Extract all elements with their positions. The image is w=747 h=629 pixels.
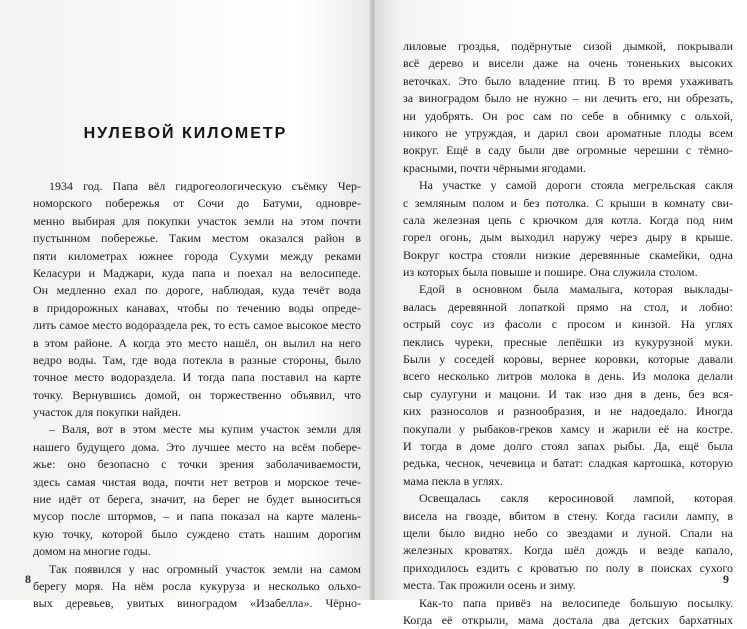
text-line: щели было видно небо со звездами и луной. Спали на	[403, 525, 733, 540]
text-line: ведро воды. Там, где вода потекла в разные стороны, было	[33, 352, 361, 367]
text-line: острый соус из фасоли с просом и кинзой. На углях	[403, 317, 733, 332]
text-line: всё дерево и висели даже на очень тоненьких высоких	[403, 56, 733, 71]
text-line: ких разносолов и разнообразия, и не надоедало. Иногда	[403, 404, 733, 419]
text-line: Освещалась сакля керосиновой лампой, которая	[419, 491, 733, 506]
text-line: здесь самая чистая вода, почти нет ветров и морское тече-	[33, 474, 361, 489]
left-page-number: 8	[25, 572, 31, 586]
text-line: ние идёт от берега, значит, на берег не будет выноситься	[33, 492, 361, 507]
text-line: Вокруг костра стояли низкие деревянные скамейки, одна	[403, 247, 733, 262]
text-line: 1934 год. Папа вёл гидрогеологическую съёмку Чер-	[49, 179, 361, 193]
text-line: нашего будущего дома. Это лучшее место на всём побере-	[33, 439, 361, 454]
text-line: И тогда в доме долго стоял запах рыбы. Да, ещё была	[403, 438, 733, 453]
text-line: точку. Вернувшись домой, он торжественно объявил, что	[33, 387, 361, 402]
right-page-number: 9	[723, 572, 729, 586]
text-line: в этом районе. А когда это место нашёл, он вылил на него	[33, 335, 361, 350]
text-line: Как-то папа привёз на велосипеде большую посылку.	[419, 595, 733, 610]
text-line: висела на гвозде, вбитом в стену. Когда гасили лампу, в	[403, 508, 733, 523]
text-line: приходилось ездить с кроватью по полу в поисках сухого	[403, 560, 733, 575]
text-line: лиловые гроздья, подёрнутые сизой дымкой, покрывали	[403, 39, 733, 53]
text-line: Келасури и Маджари, куда папа и поехал на велосипеде.	[33, 265, 361, 280]
text-line: точное место водораздела. И тогда папа поставил на карте	[33, 370, 361, 385]
text-line: веточках. Это было владение птиц. В то время ухаживать	[403, 73, 733, 88]
text-line: лить самое место водораздела рек, то есть самое высокое место	[33, 318, 361, 333]
text-line: вых деревьев, увитых виноградом «Изабелла». Чёрно-	[33, 596, 361, 611]
text-line: в придорожных канавах, чтобы по течению воды опреде-	[33, 300, 361, 315]
text-line: На участке у самой дороги стояла мегрельская сакля	[419, 178, 733, 193]
text-line: из которых была повыше и пошире. Она служила столом.	[403, 265, 698, 280]
text-line: пустынном побережье. Таким местом оказался район в	[33, 231, 361, 246]
text-line: Едой в основном была мамалыга, которая выклады-	[419, 282, 733, 297]
text-line: – Валя, вот в этом месте мы купим участок земли для	[49, 422, 361, 437]
text-line: горел огонь, дым выходил наружу через дыру в крыше.	[403, 230, 733, 245]
text-line: номорского побережья от Сочи до Батуми, одновре-	[33, 196, 361, 211]
text-line: сыр сулугуни и мацони. И так изо дня в день, без вся-	[403, 386, 733, 401]
text-line: никого не утруждая, и дарил свои ароматные плоды всем	[403, 125, 733, 140]
text-line: менно выбирая для покупки участок земли на этом почти	[33, 213, 361, 228]
text-line: Когда её открыли, мама достала два детских бархатных	[403, 612, 733, 627]
text-line: домом на многие годы.	[33, 544, 151, 559]
text-line: ни удобрять. Он рос сам по себе в обнимку с ольхой,	[403, 108, 733, 123]
text-line: железных кроватях. Когда шёл дождь и везде капало,	[403, 543, 733, 558]
text-line: жье: оно безопасно с точки зрения заболачиваемости,	[33, 457, 361, 472]
text-line: места. Так прожили осень и зиму.	[403, 578, 576, 593]
right-page-body-text	[403, 38, 733, 629]
text-line: с земляным полом и без потолка. С крыши в комнату сви-	[403, 195, 733, 210]
right-page	[375, 0, 747, 627]
text-line: красными, почти чёрными ягодами.	[403, 160, 586, 175]
text-line: Он медленно ехал по дороге, наблюдая, куда течёт вода	[33, 283, 361, 298]
text-line: покупали у рыбаков-греков хамсу и жарили её на костре.	[403, 421, 733, 436]
text-line: участок для покупки найден.	[33, 405, 181, 420]
left-page-body-text	[33, 178, 361, 613]
text-line: мусор после штормов, – и папа показал на карте малень-	[33, 509, 361, 524]
text-line: Так появился у нас огромный участок земли на самом	[49, 561, 361, 576]
text-line: валась деревянной лопаткой прямо на стол, и лобио:	[403, 299, 733, 314]
text-line: вокруг. Ещё в саду были две огромные черешни с тёмно-	[403, 143, 733, 158]
text-line: сала железная цепь с крючком для котла. Когда под ним	[403, 212, 733, 227]
text-line: пяти километрах южнее города Сухуми между реками	[33, 248, 361, 263]
left-page	[0, 0, 371, 611]
chapter-title: НУЛЕВОЙ КИЛОМЕТР	[83, 125, 288, 142]
text-line: всего несколько литров молока в день. Из молока делали	[403, 369, 733, 384]
text-line: кую точку, которой было суждено стать нашим дорогим	[33, 526, 361, 541]
text-line: Были у соседей коровы, вернее коровки, которые давали	[403, 352, 733, 367]
text-line: за виноградом было не нужно – ни лечить его, ни обрезать,	[403, 91, 733, 106]
text-line: мама пекла в углях.	[403, 473, 504, 488]
text-line: берегу моря. На нём росла кукуруза и несколько ольхо-	[33, 578, 361, 593]
text-line: редька, чеснок, чечевица и батат: сладкая картошка, которую	[403, 456, 733, 471]
text-line: пеклись чуреки, пресные лепёшки из кукурузной муки.	[403, 334, 733, 349]
